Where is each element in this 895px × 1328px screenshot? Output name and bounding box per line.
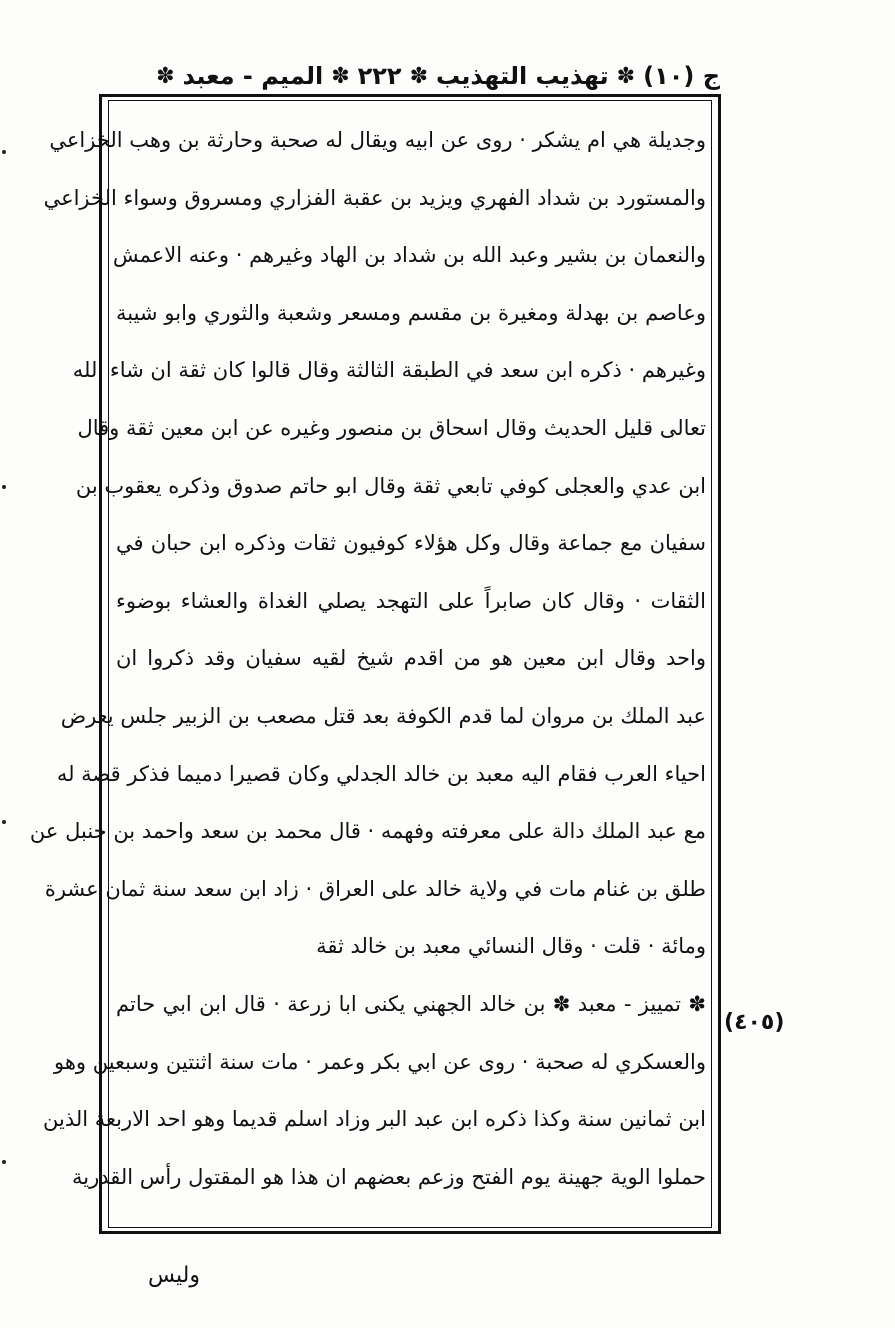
margin-mark	[2, 820, 6, 824]
text-line: وعاصم بن بهدلة ومغيرة بن مقسم ومسعر وشعبة والثوري وابو شيبة	[116, 300, 706, 325]
header-ornament-icon: ✽	[616, 63, 636, 89]
margin-mark	[2, 1160, 6, 1164]
text-line: واحد وقال ابن معين هو من اقدم شيخ لقيه سفيان وقد ذكروا ان	[116, 646, 706, 671]
text-body	[29, 112, 706, 1206]
text-line: طلق بن غنام مات في ولاية خالد على العراق · زاد ابن سعد سنة ثمان عشرة	[44, 876, 706, 901]
text-line: والمستورد بن شداد الفهري ويزيد بن عقبة الفزاري ومسروق وسواء الخزاعي	[43, 185, 706, 210]
margin-mark	[2, 485, 6, 489]
text-line: الثقات · وقال كان صابراً على التهجد يصلي الغداة والعشاء بوضوء	[116, 588, 706, 613]
text-line: وغيرهم · ذكره ابن سعد في الطبقة الثالثة وقال قالوا كان ثقة ان شاء الله	[72, 358, 706, 383]
text-line: والعسكري له صحبة · روى عن ابي بكر وعمر · مات سنة اثنتين وسبعين وهو	[53, 1049, 706, 1074]
entry-number: (٤٠٥)	[724, 1010, 785, 1035]
header-ornament-icon: ✽	[409, 63, 429, 89]
text-line: والنعمان بن بشير وعبد الله بن شداد بن الهاد وغيرهم · وعنه الاعمش	[112, 243, 706, 268]
header-section: الميم - معبد	[182, 62, 324, 90]
header-volume: ج (١٠)	[643, 62, 720, 90]
text-line: احياء العرب فقام اليه معبد بن خالد الجدلي وكان قصيرا دميما فذكر قصة له	[56, 761, 706, 786]
text-line: ✽ تمييز - معبد ✽ بن خالد الجهني يكنى ابا زرعة · قال ابن ابي حاتم	[116, 991, 706, 1016]
margin-mark	[2, 150, 6, 154]
header-ornament-icon: ✽	[331, 63, 350, 89]
header-page-number: ٢٢٢	[357, 62, 402, 90]
text-line: سفيان مع جماعة وقال وكل هؤلاء كوفيون ثقات وذكره ابن حبان في	[116, 531, 706, 556]
running-header	[100, 58, 720, 94]
header-ornament-icon: ✽	[156, 63, 175, 89]
text-line: تعالى قليل الحديث وقال اسحاق بن منصور وغيره عن ابن معين ثقة وقال	[77, 415, 706, 440]
text-line: حملوا الوية جهينة يوم الفتح وزعم بعضهم ان هذا هو المقتول رأس القدرية	[72, 1164, 706, 1189]
text-line: عبد الملك بن مروان لما قدم الكوفة بعد قتل مصعب بن الزبير جلس يعرض	[60, 703, 706, 728]
catchword: وليس	[148, 1263, 201, 1288]
text-line: ابن عدي والعجلى كوفي تابعي ثقة وقال ابو حاتم صدوق وذكره يعقوب بن	[75, 473, 706, 498]
text-line: وجديلة هي ام يشكر · روى عن ابيه ويقال له صحبة وحارثة بن وهب الخزاعي	[49, 128, 706, 152]
text-line: مع عبد الملك دالة على معرفته وفهمه · قال محمد بن سعد واحمد بن حنبل عن	[29, 819, 706, 844]
header-book-title: تهذيب التهذيب	[436, 62, 609, 90]
text-line: ومائة · قلت · وقال النسائي معبد بن خالد ثقة	[316, 934, 706, 959]
text-line: ابن ثمانين سنة وكذا ذكره ابن عبد البر وزاد اسلم قديما وهو احد الاربعة الذين	[43, 1107, 706, 1132]
